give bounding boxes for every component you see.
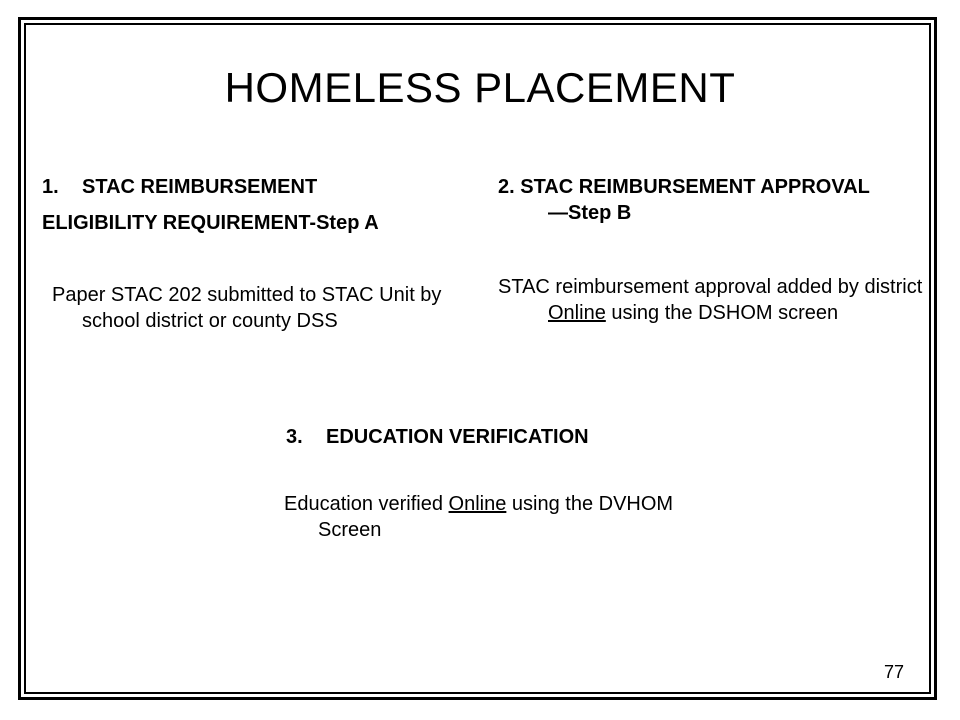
slide-border-inner	[24, 23, 931, 694]
page-number: 77	[883, 662, 904, 682]
step2-online-text: Online	[548, 302, 606, 324]
step1-heading	[42, 174, 462, 200]
slide-title: HOMELESS PLACEMENT	[224, 64, 736, 111]
step2-body-pre: STAC reimbursement approval added by district	[498, 276, 923, 298]
step1-body: Paper STAC 202 submitted to STAC Unit by school district or county DSS	[52, 284, 442, 332]
step1-heading-line1	[42, 174, 462, 200]
step3-online-text: Online	[448, 493, 507, 515]
step3-heading	[286, 424, 706, 450]
step3-number: 3.	[286, 426, 303, 448]
step3-body-pre: Education verified	[284, 493, 449, 515]
step1-number: 1.	[42, 176, 59, 198]
step1-heading-text: STAC REIMBURSEMENT	[82, 176, 318, 198]
step2-body-post: using the DSHOM screen	[605, 302, 839, 324]
step3-body-post: using the DVHOM Screen	[318, 493, 674, 541]
step2-body	[498, 274, 960, 326]
step2-heading: 2. STAC REIMBURSEMENT APPROVAL—Step B	[498, 176, 870, 224]
step1-heading-line2: ELIGIBILITY REQUIREMENT-Step A	[42, 212, 379, 234]
step3-body	[284, 491, 708, 543]
step3-heading-text: EDUCATION VERIFICATION	[326, 426, 589, 448]
